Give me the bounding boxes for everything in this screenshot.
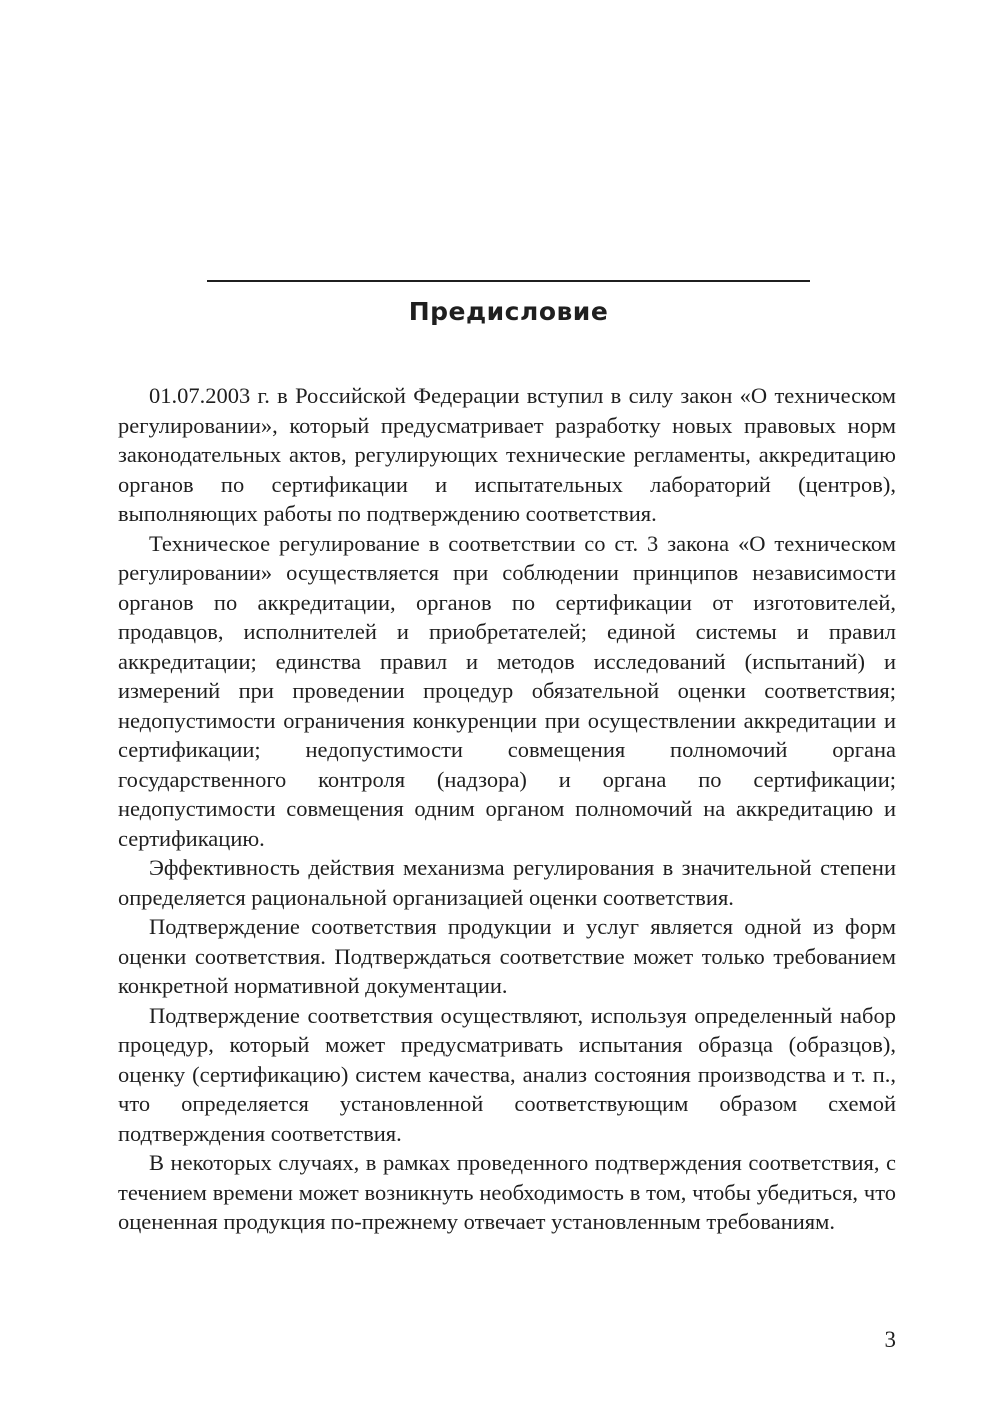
paragraph-4: Подтверждение соответствия продукции и услуг является одной из форм оценки соответствия. Подтверждаться соответствие может только требованием конкретной нормативной документации. bbox=[118, 914, 896, 998]
page-number: 3 bbox=[884, 1327, 896, 1352]
title-rule bbox=[207, 280, 810, 282]
paragraph-2: Техническое регулирование в соответствии со ст. 3 закона «О техническом регулировании» осуществляется при соблюдении принципов независимости органов по аккредитации, органов по сертификации от изготовителей, продавцов, исполнителей и приобретателей; единой системы и правил аккредитации; единства правил и методов исследований (испытаний) и измерений при проведении процедур обязательной оценки соответствия; недопустимости ограничения конкуренции при осуществлении аккредитации и сертификации; недопустимости совмещения полномочий органа государственного контроля (надзора) и органа по сертификации; недопустимости совмещения одним органом полномочий на аккредитацию и сертификацию. bbox=[118, 530, 896, 851]
page-title: Предисловие bbox=[408, 297, 609, 326]
paragraph-3: Эффективность действия механизма регулирования в значительной степени определяется рациональной организацией оценки соответствия. bbox=[118, 855, 896, 910]
paragraph-5: Подтверждение соответствия осуществляют, используя определенный набор процедур, который может предусматривать испытания образца (образцов), оценку (сертификацию) систем качества, анализ состояния производства и т. п., что определяется установленной соответствующим образом схемой подтверждения соответствия. bbox=[118, 1002, 896, 1146]
paragraph-6: В некоторых случаях, в рамках проведенного подтверждения соответствия, с течением времени может возникнуть необходимость в том, чтобы убедиться, что оцененная продукция по-прежнему отвечает установленным требованиям. bbox=[118, 1150, 896, 1234]
body-text bbox=[118, 381, 896, 1237]
paragraph-1: 01.07.2003 г. в Российской Федерации вступил в силу закон «О техническом регулировании», который предусматривает разработку новых правовых норм законодательных актов, регулирующих технические регламенты, аккредитацию органов по сертификации и испытательных лабораторий (центров), выполняющих работы по подтверждению соответствия. bbox=[118, 383, 896, 526]
